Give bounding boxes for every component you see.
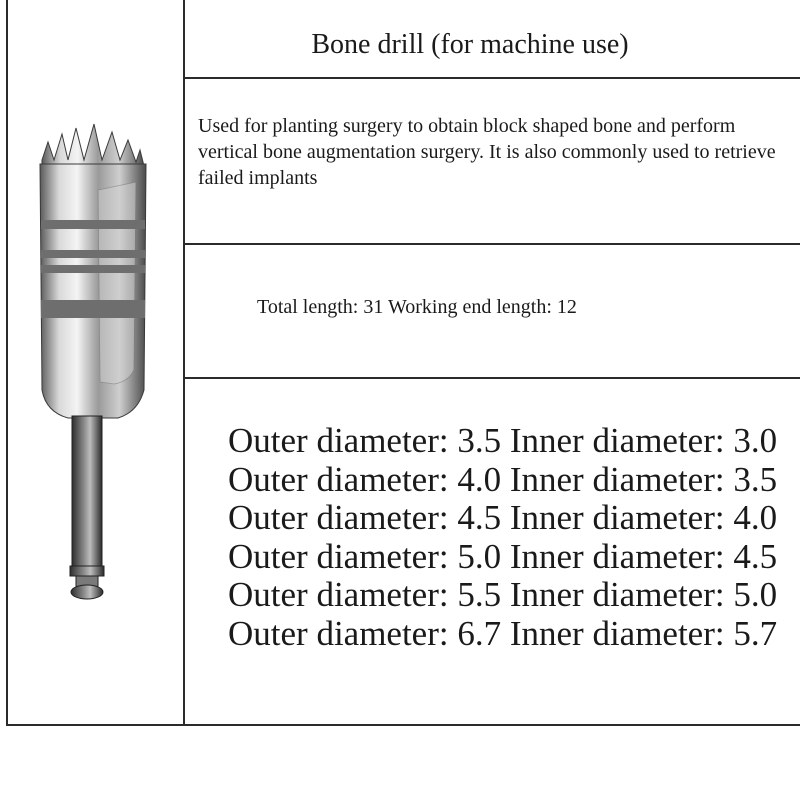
diameter-row: Outer diameter: 4.0 Inner diameter: 3.5 [228,459,778,499]
row-divider-3 [183,377,800,379]
table-bottom-border [6,724,800,726]
product-description: Used for planting surgery to obtain block shaped bone and perform vertical bone augmentation surgery. It is also commonly used to retrieve failed implants [198,115,776,189]
diameter-list [228,422,798,653]
diameter-row: Outer diameter: 5.5 Inner diameter: 5.0 [228,575,778,614]
trephine-bone-drill-icon [28,120,158,610]
table-column-divider [183,0,185,726]
product-title: Bone drill (for machine use) [311,29,629,60]
row-divider-1 [183,77,800,79]
row-divider-2 [183,243,800,245]
length-spec: Total length: 31 Working end length: 12 [257,296,577,318]
diameter-row: Outer diameter: 6.7 Inner diameter: 5.7 [228,613,778,653]
diameter-row: Outer diameter: 5.0 Inner diameter: 4.5 [228,536,778,576]
table-left-border [6,0,8,726]
diameter-row: Outer diameter: 4.5 Inner diameter: 4.0 [228,498,778,537]
diameter-row: Outer diameter: 3.5 Inner diameter: 3.0 [228,421,778,460]
